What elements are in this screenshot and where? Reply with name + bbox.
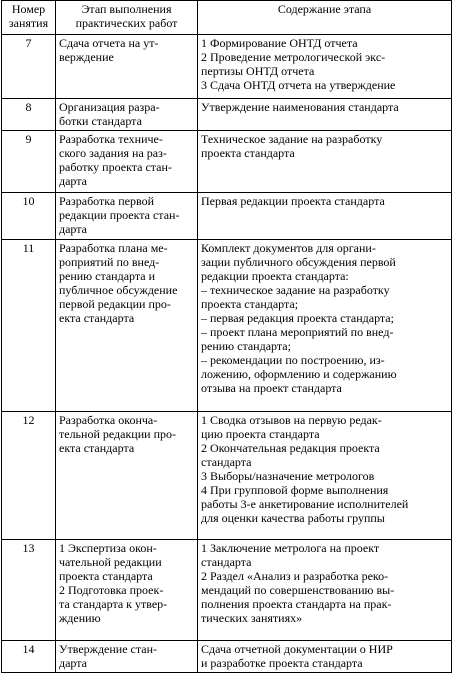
row-number: 13 xyxy=(2,540,56,641)
row-number: 9 xyxy=(2,131,56,193)
table-row xyxy=(2,540,452,641)
row-number: 7 xyxy=(2,35,56,99)
stage-line: Утверждение стан- xyxy=(59,642,158,656)
header-number-line1: Номер xyxy=(11,2,46,16)
table-header-row xyxy=(2,1,452,35)
header-content xyxy=(198,1,452,35)
stage-line: Разработка оконча- xyxy=(59,413,158,427)
content-line: 1 Сводка отзывов на первую редак- xyxy=(201,413,382,427)
content-line: Комплект документов для органи- xyxy=(201,241,376,255)
content-line: Сдача отчетной документации о НИР xyxy=(201,642,393,656)
content-line: 2 Раздел «Анализ и разработка реко- xyxy=(201,569,389,583)
stage-line: чательной редакции xyxy=(59,555,162,569)
content-line: редакции проекта стандарта: xyxy=(201,269,349,283)
content-line: проекта стандарта xyxy=(201,146,295,160)
stage-line: та стандарта к утвер- xyxy=(59,597,168,611)
row-stage xyxy=(56,35,198,99)
stage-line: Организация разра- xyxy=(59,100,160,114)
row-content xyxy=(198,35,452,99)
row-stage xyxy=(56,240,198,412)
content-line: 2 Окончательная редакция проекта xyxy=(201,441,380,455)
stage-line: Разработка первой xyxy=(59,194,154,208)
header-number xyxy=(2,1,56,35)
stage-line: рению стандарта и xyxy=(59,269,156,283)
row-number: 14 xyxy=(2,641,56,673)
table-row xyxy=(2,193,452,240)
content-line: проекта стандарта; xyxy=(201,297,299,311)
row-number: 12 xyxy=(2,412,56,540)
stage-line: работку проекта стан- xyxy=(59,160,172,174)
content-line: и разработке проекта стандарта xyxy=(201,656,363,670)
row-stage xyxy=(56,412,198,540)
row-stage xyxy=(56,540,198,641)
row-content xyxy=(198,193,452,240)
stage-line: верждение xyxy=(59,50,114,64)
content-line: 2 Проведение метрологической экс- xyxy=(201,50,386,64)
content-line: Техническое задание на разработку xyxy=(201,132,383,146)
table-row xyxy=(2,131,452,193)
content-line: работы 3-е анкетирование исполнителей xyxy=(201,497,409,511)
content-line: – техническое задание на разработку xyxy=(201,283,390,297)
content-line: полнения проекта стандарта на прак- xyxy=(201,597,392,611)
row-content xyxy=(198,540,452,641)
stage-line: 2 Подготовка проек- xyxy=(59,583,164,597)
content-line: 3 Выборы/назначение метрологов xyxy=(201,469,375,483)
stage-line: ботки стандарта xyxy=(59,114,142,128)
content-line: 1 Заключение метролога на проект xyxy=(201,541,380,555)
row-content xyxy=(198,412,452,540)
stage-line: публичное обсуждение xyxy=(59,283,178,297)
stage-line: Разработка техниче- xyxy=(59,132,163,146)
content-line: – первая редакция проекта стандарта; xyxy=(201,311,394,325)
stage-line: тельной редакции про- xyxy=(59,427,176,441)
row-number: 11 xyxy=(2,240,56,412)
stage-line: екта стандарта xyxy=(59,441,135,455)
header-number-line2: занятия xyxy=(8,16,49,30)
header-stage xyxy=(56,1,198,35)
stage-line: Сдача отчета на ут- xyxy=(59,36,159,50)
content-line: 1 Формирование ОНТД отчета xyxy=(201,36,358,50)
content-line: – проект плана мероприятий по внед- xyxy=(201,325,394,339)
content-line: Утверждение наименования стандарта xyxy=(201,100,399,114)
stage-line: ского задания на раз- xyxy=(59,146,167,160)
content-line: стандарта xyxy=(201,455,252,469)
stage-line: Разработка плана ме- xyxy=(59,241,168,255)
content-line: ложению, оформлению и содержанию xyxy=(201,367,397,381)
content-line: мендаций по совершенствованию вы- xyxy=(201,583,395,597)
stage-line: дарта xyxy=(59,222,87,236)
content-line: пертизы ОНТД отчета xyxy=(201,64,315,78)
content-line: – рекомендации по построению, из- xyxy=(201,353,385,367)
stage-line: роприятий по внед- xyxy=(59,255,160,269)
table-row xyxy=(2,35,452,99)
content-line: цию проекта стандарта xyxy=(201,427,320,441)
content-line: 4 При групповой форме выполнения xyxy=(201,483,389,497)
content-line: стандарта xyxy=(201,555,252,569)
row-stage xyxy=(56,99,198,131)
stage-line: редакции проекта стан- xyxy=(59,208,180,222)
row-stage xyxy=(56,641,198,673)
stage-line: ждению xyxy=(59,611,101,625)
content-line: рению стандарта; xyxy=(201,339,291,353)
table-row xyxy=(2,412,452,540)
stage-line: екта стандарта xyxy=(59,311,135,325)
table-body xyxy=(2,35,452,673)
header-content-label: Содержание этапа xyxy=(277,2,372,16)
stage-line: 1 Экспертиза окон- xyxy=(59,541,157,555)
table-row xyxy=(2,99,452,131)
stages-table xyxy=(1,0,452,673)
row-stage xyxy=(56,193,198,240)
header-stage-line2: практических работ xyxy=(75,16,178,30)
table-row xyxy=(2,641,452,673)
stage-line: проекта стандарта xyxy=(59,569,153,583)
row-number: 8 xyxy=(2,99,56,131)
row-content xyxy=(198,99,452,131)
stage-line: первой редакции про- xyxy=(59,297,171,311)
row-number: 10 xyxy=(2,193,56,240)
stage-line: дарта xyxy=(59,174,87,188)
table-row xyxy=(2,240,452,412)
content-line: зации публичного обсуждения первой xyxy=(201,255,396,269)
content-line: отзыва на проект стандарта xyxy=(201,381,342,395)
content-line: тических занятиях» xyxy=(201,611,303,625)
stage-line: дарта xyxy=(59,656,87,670)
content-line: 3 Сдача ОНТД отчета на утверждение xyxy=(201,78,396,92)
row-content xyxy=(198,641,452,673)
content-line: Первая редакции проекта стандарта xyxy=(201,194,385,208)
row-content xyxy=(198,131,452,193)
row-stage xyxy=(56,131,198,193)
row-content xyxy=(198,240,452,412)
header-stage-line1: Этап выполнения xyxy=(81,2,172,16)
content-line: для оценки качества работы группы xyxy=(201,511,385,525)
